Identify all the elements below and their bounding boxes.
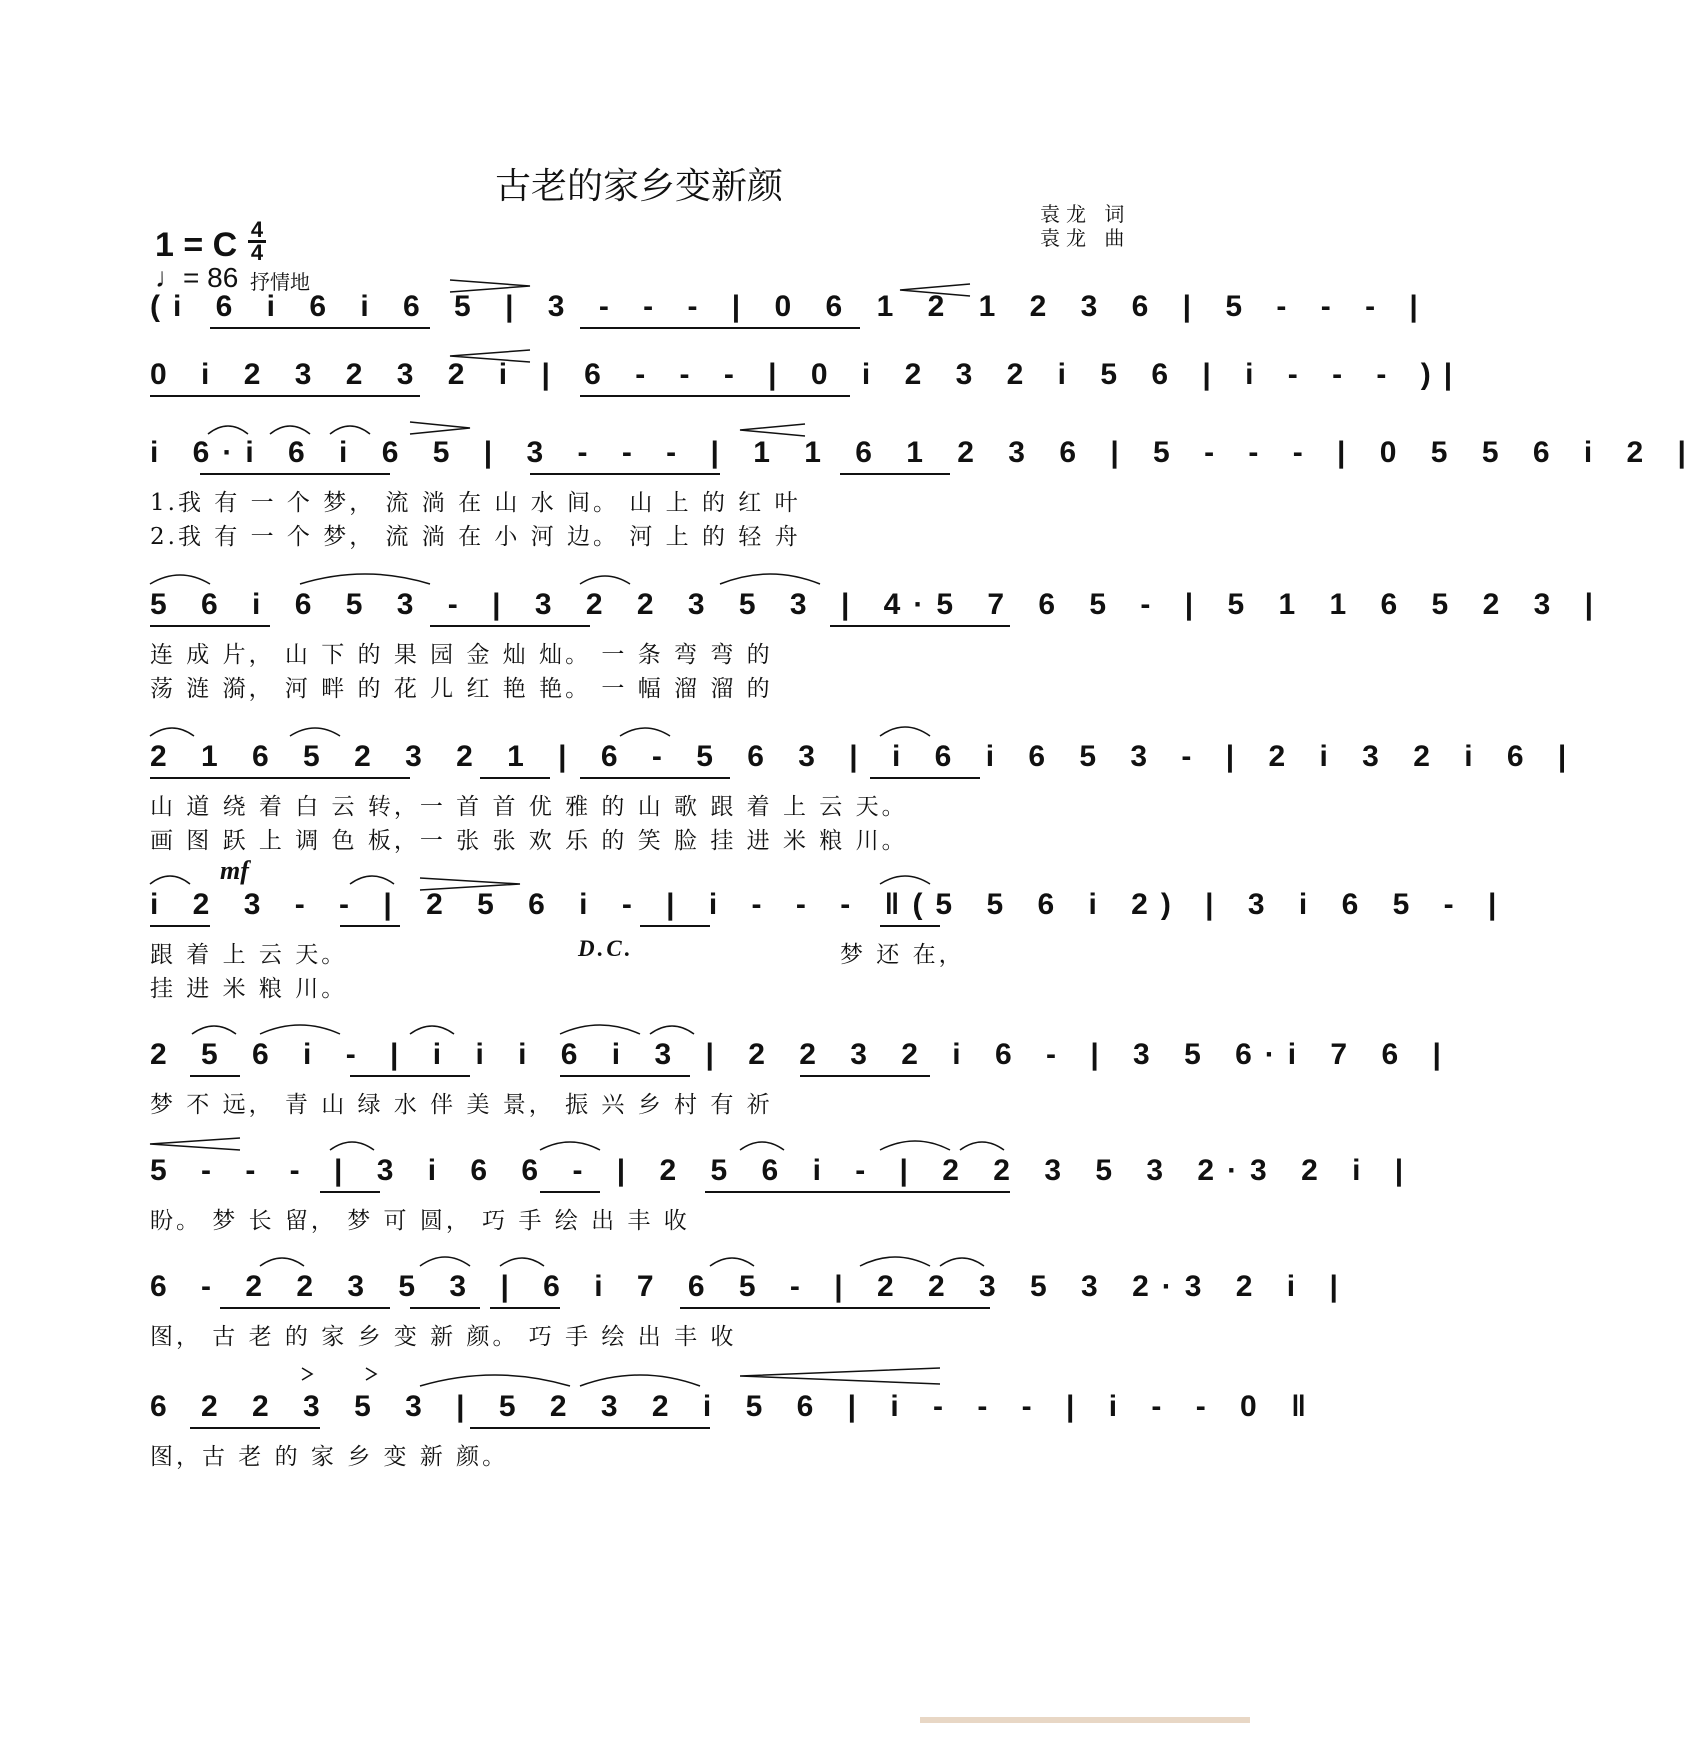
composer-credit: 袁龙 曲: [1040, 226, 1131, 250]
slur: [208, 426, 248, 434]
tempo-marking: ♩= 86: [155, 262, 239, 293]
slur: [960, 1142, 1004, 1150]
lyric-line: 盼。 梦 长 留， 梦 可 圆， 巧 手 绘 出 丰 收: [150, 1208, 690, 1234]
lyric-verse-2: 荡 涟 漪， 河 畔 的 花 儿 红 艳 艳。 一 幅 溜 溜 的: [150, 676, 773, 702]
slur: [192, 1026, 236, 1034]
lyric-verse-2: 画 图 跃 上 调 色 板，一 张 张 欢 乐 的 笑 脸 挂 进 米 粮 川。: [150, 828, 908, 854]
lyric-verse-2: 挂 进 米 粮 川。: [150, 976, 348, 1002]
slur: [580, 1375, 700, 1386]
slur: [410, 1026, 454, 1034]
lyric-line: 图，古 老 的 家 乡 变 新 颜。: [150, 1444, 509, 1470]
slur: [420, 1375, 570, 1386]
slur: [500, 1258, 544, 1266]
notation-line: 2 5 6 i - | i i i 6 i 3 | 2 2 3 2 i 6 - | 3 5 6·i 7 6 |: [150, 1038, 1454, 1071]
notation-line: 5 - - - | 3 i 6 6 - | 2 5 6 i - | 2 2 3 5 3 2·3 2 i |: [150, 1154, 1417, 1187]
slur: [940, 1258, 984, 1266]
lyricist-credit: 袁龙 词: [1040, 202, 1131, 226]
slur: [880, 727, 930, 736]
slur: [540, 1142, 600, 1150]
lyric-verse-1-right: 梦 还 在，: [840, 942, 965, 968]
slur: [710, 1258, 754, 1266]
lyric-line: 梦 不 远， 青 山 绿 水 伴 美 景， 振 兴 乡 村 有 祈: [150, 1092, 773, 1118]
lyric-verse-1: 山 道 绕 着 白 云 转，一 首 首 优 雅 的 山 歌 跟 着 上 云 天。: [150, 794, 908, 820]
slur: [290, 728, 340, 736]
notation-line: 2 1 6 5 2 3 2 1 | 6 - 5 6 3 | i 6 i 6 5 3 - | 2 i 3 2 i 6 |: [150, 740, 1580, 773]
da-capo-marking: D.C.: [578, 936, 634, 961]
slur: [580, 576, 630, 584]
page-title: 古老的家乡变新颜: [494, 166, 783, 207]
lyric-line: 图， 古 老 的 家 乡 变 新 颜。 巧 手 绘 出 丰 收: [150, 1324, 737, 1350]
notation-line: 5 6 i 6 5 3 - | 3 2 2 3 5 3 | 4·5 7 6 5 - | 5 1 1 6 5 2 3 |: [150, 588, 1607, 621]
notation-line: 0 i 2 3 2 3 2 i | 6 - - - | 0 i 2 3 2 i 5 6 | i - - - )|: [150, 358, 1466, 391]
notation-line: 6 - 2 2 3 5 3 | 6 i 7 6 5 - | 2 2 3 5 3 2·3 2 i |: [150, 1270, 1351, 1303]
dynamic-mf: mf: [220, 856, 249, 885]
lyric-verse-2: 2.我 有 一 个 梦， 流 淌 在 小 河 边。 河 上 的 轻 舟: [150, 524, 801, 550]
slur: [860, 1257, 930, 1266]
decrescendo-hairpin: [410, 422, 470, 434]
tie: [720, 574, 820, 584]
slur: [150, 575, 210, 584]
watermark-strip: [920, 1715, 1250, 1725]
slur: [260, 1258, 304, 1266]
crescendo-hairpin: [150, 1138, 240, 1150]
notation-line: 6 2 2 3 5 3 | 5 2 3 2 i 5 6 | i - - - | i - - 0 ‖: [150, 1390, 1320, 1423]
time-signature-top: 4: [250, 217, 264, 242]
slur: [350, 876, 394, 884]
notation-line: i 2 3 - - | 2 5 6 i - | i - - - ‖(5 5 6 i 2) | 3 i 6 5 - |: [150, 888, 1510, 921]
accent-mark: [302, 1368, 312, 1380]
time-signature-bottom: 4: [250, 240, 264, 265]
crescendo-hairpin: [740, 424, 805, 436]
slur: [420, 1257, 470, 1266]
lyric-verse-1: 连 成 片， 山 下 的 果 园 金 灿 灿。 一 条 弯 弯 的: [150, 642, 773, 668]
slur: [880, 1141, 950, 1150]
tie: [260, 1025, 340, 1034]
key-signature: 1 = C: [155, 226, 238, 264]
lyric-verse-1: 跟 着 上 云 天。: [150, 942, 348, 968]
slur: [150, 728, 194, 736]
expression-marking: 抒情地: [250, 270, 310, 294]
decrescendo-hairpin: [740, 1368, 940, 1384]
lyric-verse-1: 1.我 有 一 个 梦， 流 淌 在 山 水 间。 山 上 的 红 叶: [150, 490, 801, 516]
slur: [560, 1025, 640, 1034]
slur: [330, 1142, 374, 1150]
notation-line: i 6·i 6 i 6 5 | 3 - - - | 1 1 6 1 2 3 6 | 5 - - - | 0 5 5 6 i 2 |: [150, 436, 1699, 469]
slur: [150, 876, 190, 884]
accent-mark: [366, 1368, 376, 1380]
slur: [330, 426, 370, 434]
slur: [740, 1142, 784, 1150]
slur: [880, 876, 930, 884]
slur: [270, 426, 310, 434]
tie: [300, 574, 430, 584]
time-signature: [248, 217, 266, 265]
slur: [620, 728, 670, 736]
slur: [650, 1026, 694, 1034]
notation-line: (i 6 i 6 i 6 5 | 3 - - - | 0 6 1 2 1 2 3 6 | 5 - - - |: [150, 290, 1431, 323]
